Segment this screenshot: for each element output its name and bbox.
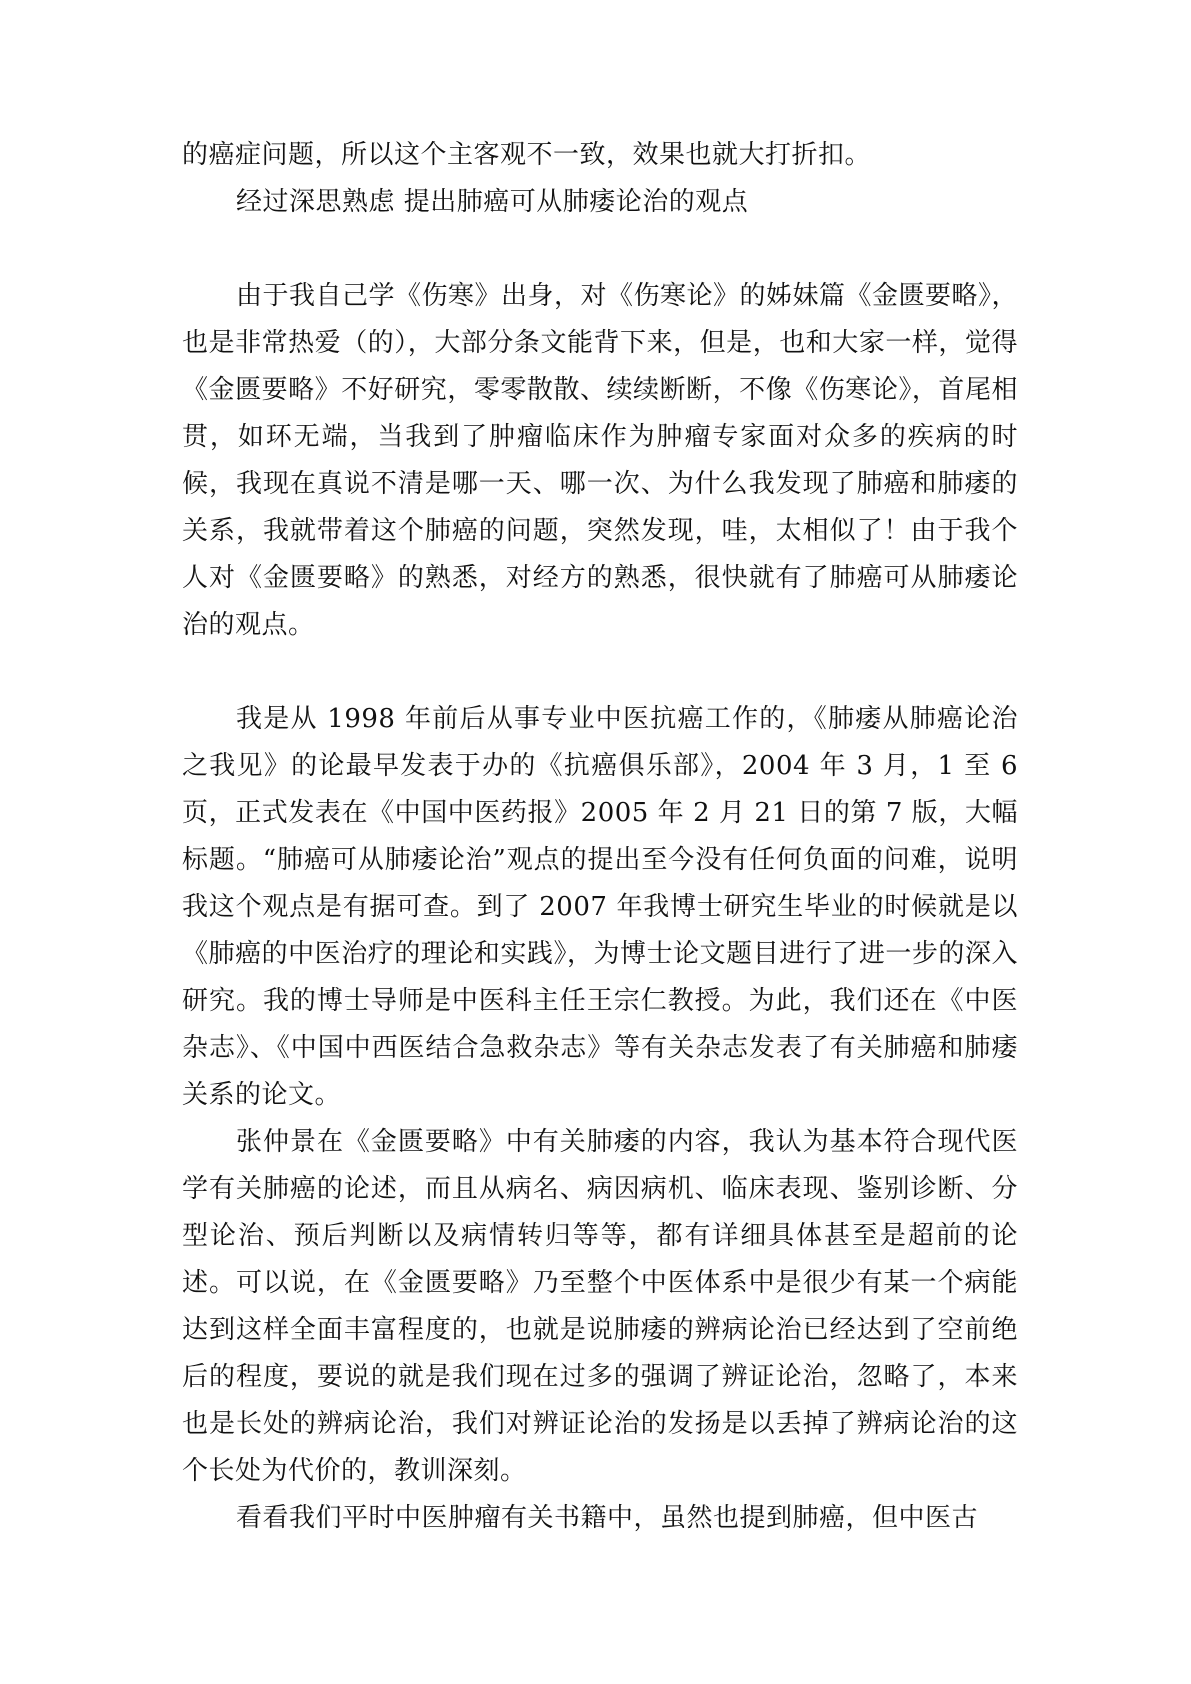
paragraph-continuation: 的癌症问题，所以这个主客观不一致，效果也就大打折扣。 [182,140,872,170]
paragraph-spacer [182,649,1018,696]
paragraph-zhang-zhongjing: 张仲景在《金匮要略》中有关肺痿的内容，我认为基本符合现代医学有关肺癌的论述，而且从病名、病因病机、临床表现、鉴别诊断、分型论治、预后判断以及病情转归等等，都有详细具体甚至是超前的论述。可以说，在《金匮要略》乃至整个中医体系中是很少有某一个病能达到这样全面丰富程度的，也就是说肺痿的辨病论治已经达到了空前绝后的程度，要说的就是我们现在过多的强调了辨证论治，忽略了，本来也是长处的辨病论治，我们对辨证论治的发扬是以丢掉了辨病论治的这个长处为代价的，教训深刻。 [182,1127,1018,1486]
paragraph-publication-history: 我是从 1998 年前后从事专业中医抗癌工作的，《肺痿从肺癌论治之我见》的论最早发表于办的《抗癌俱乐部》，2004 年 3 月，1 至 6 页，正式发表在《中国中医药报》2005 年 2 月 21 日的第 7 版，大幅标题。“肺癌可从肺痿论治”观点的提出至今没有任何负面的问难，说明我这个观点是有据可查。到了 2007 年我博士研究生毕业的时候就是以《肺癌的中医治疗的理论和实践》，为博士论文题目进行了进一步的深入研究。我的博士导师是中医科主任王宗仁教授。为此，我们还在《中医杂志》、《中国中西医结合急救杂志》等有关杂志发表了有关肺癌和肺痿关系的论文。 [182,704,1018,1110]
paragraph-oncology-books: 看看我们平时中医肿瘤有关书籍中，虽然也提到肺癌，但中医古 [236,1503,979,1533]
document-body [182,132,1018,1542]
section-heading: 经过深思熟虑 提出肺癌可从肺痿论治的观点 [236,187,749,217]
paragraph-jingui: 由于我自己学《伤寒》出身，对《伤寒论》的姊妹篇《金匮要略》，也是非常热爱（的），大部分条文能背下来，但是，也和大家一样，觉得《金匮要略》不好研究，零零散散、续续断断，不像《伤寒论》，首尾相贯，如环无端，当我到了肿瘤临床作为肿瘤专家面对众多的疾病的时候，我现在真说不清是哪一天、哪一次、为什么我发现了肺癌和肺痿的关系，我就带着这个肺癌的问题，突然发现，哇，太相似了！由于我个人对《金匮要略》的熟悉，对经方的熟悉，很快就有了肺癌可从肺痿论治的观点。 [182,281,1019,640]
paragraph-spacer [182,226,1018,273]
